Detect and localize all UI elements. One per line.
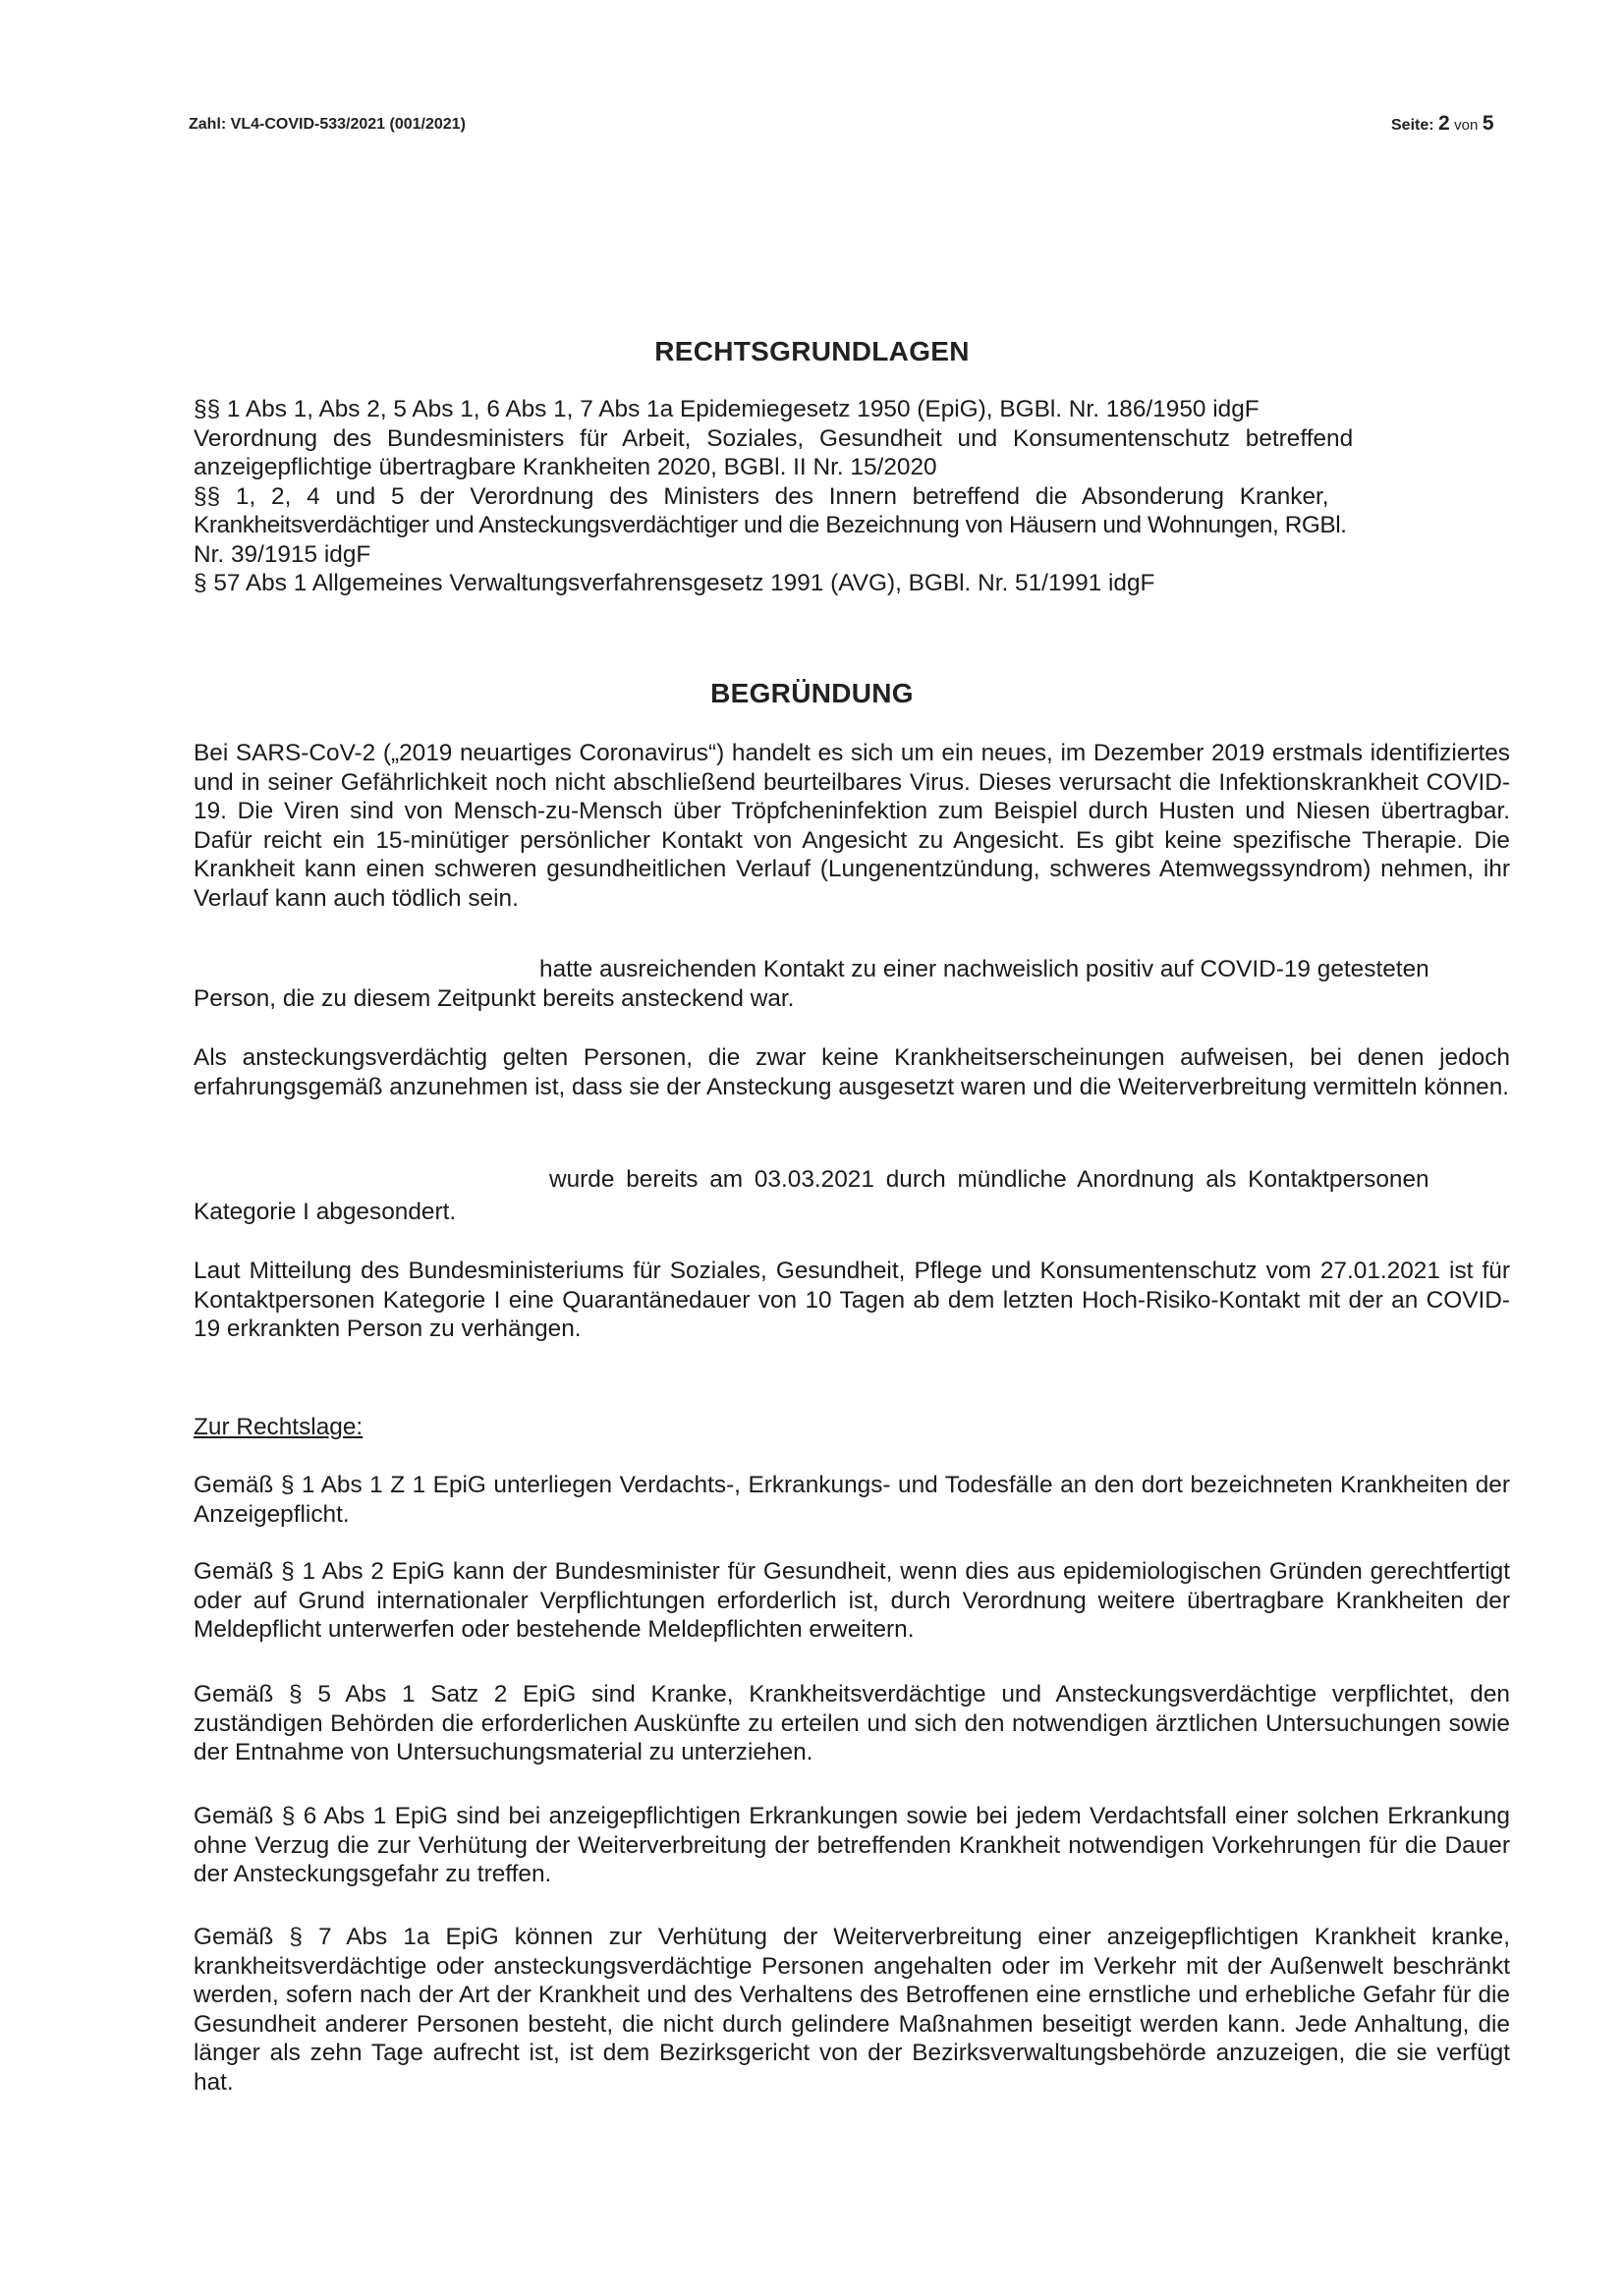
page-of-label: von — [1454, 117, 1479, 134]
legal-basis-line: §§ 1 Abs 1, Abs 2, 5 Abs 1, 6 Abs 1, 7 Abs 1a Epidemiegesetz 1950 (EpiG), BGBl. Nr. 186/1950 idgF — [194, 396, 1260, 422]
page-label: Seite: — [1391, 117, 1434, 134]
legal-basis-line: § 57 Abs 1 Allgemeines Verwaltungsverfahrensgesetz 1991 (AVG), BGBl. Nr. 51/1991 idgF — [194, 570, 1155, 596]
reasoning-paragraph-2 — [194, 955, 1510, 1013]
page-number: 2 — [1438, 112, 1450, 135]
legal-basis-line: anzeigepflichtige übertragbare Krankheiten 2020, BGBl. II Nr. 15/2020 — [194, 454, 937, 480]
case-number: Zahl: VL4-COVID-533/2021 (001/2021) — [189, 116, 466, 133]
reasoning-paragraph-5: Laut Mitteilung des Bundesministeriums für Soziales, Gesundheit, Pflege und Konsumentenschutz vom 27.01.2021 ist für Kontaktpersonen Kategorie I eine Quarantänedauer von 10 Tagen ab dem letzten Hoch-Risiko-Kontakt mit der an COVID-19 erkrankten Person zu verhängen. — [194, 1258, 1510, 1342]
legal-basis-line: Nr. 39/1915 idgF — [194, 540, 371, 568]
page-indicator — [1391, 112, 1494, 136]
legal-basis-line: Krankheitsverdächtiger und Ansteckungsverdächtiger und die Bezeichnung von Häusern und Wohnungen, RGBl. — [194, 512, 1347, 538]
reasoning-paragraph-3: Als ansteckungsverdächtig gelten Personen, die zwar keine Krankheitserscheinungen aufweisen, bei denen jedoch erfahrungsgemäß anzunehmen ist, dass sie der Ansteckung ausgesetzt waren und die Weiterverbreitung vermitteln können. — [194, 1044, 1510, 1100]
reasoning-paragraph-1: Bei SARS-CoV-2 („2019 neuartiges Coronavirus“) handelt es sich um ein neues, im Dezember 2019 erstmals identifiziertes und in seiner Gefährlichkeit noch nicht abschließend beurteilbares Virus. Dieses verursacht die Infektionskrankheit COVID-19. Die Viren sind von Mensch-zu-Mensch über Tröpfcheninfektion zum Beispiel durch Husten und Niesen übertragbar. Dafür reicht ein 15-minütiger persönlicher Kontakt von Angesicht zu Angesicht. Es gibt keine spezifische Therapie. Die Krankheit kann einen schweren gesundheitlichen Verlauf (Lungenentzündung, schweres Atemwegssyndrom) nehmen, ihr Verlauf kann auch tödlich sein. — [194, 740, 1510, 912]
paragraph-line: hatte ausreichenden Kontakt zu einer nachweislich positiv auf COVID-19 getesteten — [539, 956, 1429, 982]
legal-basis-list — [194, 395, 1510, 598]
legal-paragraph-4: Gemäß § 6 Abs 1 EpiG sind bei anzeigepflichtigen Erkrankungen sowie bei jedem Verdachtsfall einer solchen Erkrankung ohne Verzug die zur Verhütung der Weiterverbreitung der betreffenden Krankheit notwendigen Vorkehrungen für die Dauer der Ansteckungsgefahr zu treffen. — [194, 1803, 1510, 1887]
reasoning-heading: BEGRÜNDUNG — [710, 678, 914, 708]
legal-paragraph-3: Gemäß § 5 Abs 1 Satz 2 EpiG sind Kranke, Krankheitsverdächtige und Ansteckungsverdächtige verpflichtet, den zuständigen Behörden die erforderlichen Auskünfte zu erteilen und sich den notwendigen ärztlichen Untersuchungen sowie der Entnahme von Untersuchungsmaterial zu unterziehen. — [194, 1681, 1510, 1765]
page-total: 5 — [1482, 112, 1494, 135]
legal-paragraph-1: Gemäß § 1 Abs 1 Z 1 EpiG unterliegen Verdachts-, Erkrankungs- und Todesfälle an den dort bezeichneten Krankheiten der Anzeigepflicht. — [194, 1472, 1510, 1528]
paragraph-line: wurde bereits am 03.03.2021 durch mündliche Anordnung als Kontaktpersonen — [549, 1166, 1429, 1193]
legal-situation-heading: Zur Rechtslage: — [194, 1414, 364, 1440]
legal-basis-line: §§ 1, 2, 4 und 5 der Verordnung des Ministers des Innern betreffend die Absonderung Kranker, — [194, 482, 1329, 510]
paragraph-line: Kategorie I abgesondert. — [194, 1198, 457, 1225]
legal-basis-line: Verordnung des Bundesministers für Arbeit, Soziales, Gesundheit und Konsumentenschutz betreffend — [194, 424, 1354, 452]
legal-paragraph-5: Gemäß § 7 Abs 1a EpiG können zur Verhütung der Weiterverbreitung einer anzeigepflichtigen Krankheit kranke, krankheitsverdächtige oder ansteckungsverdächtige Personen angehalten oder im Verkehr mit der Außenwelt beschränkt werden, sofern nach der Art der Krankheit und des Verhaltens des Betroffenen eine ernstliche und erhebliche Gefahr für die Gesundheit anderer Personen besteht, die nicht durch gelindere Maßnahmen beseitigt werden kann. Jede Anhaltung, die länger als zehn Tage aufrecht ist, ist dem Bezirksgericht von der Bezirksverwaltungsbehörde anzuzeigen, die sie verfügt hat. — [194, 1924, 1510, 2096]
legal-paragraph-2: Gemäß § 1 Abs 2 EpiG kann der Bundesminister für Gesundheit, wenn dies aus epidemiologischen Gründen gerechtfertigt oder auf Grund internationaler Verpflichtungen erforderlich ist, durch Verordnung weitere übertragbare Krankheiten der Meldepflicht unterwerfen oder bestehende Meldepflichten erweitern. — [194, 1558, 1510, 1643]
reasoning-paragraph-4 — [194, 1165, 1510, 1226]
paragraph-line: Person, die zu diesem Zeitpunkt bereits ansteckend war. — [194, 984, 795, 1012]
legal-basis-heading: RECHTSGRUNDLAGEN — [654, 336, 970, 366]
